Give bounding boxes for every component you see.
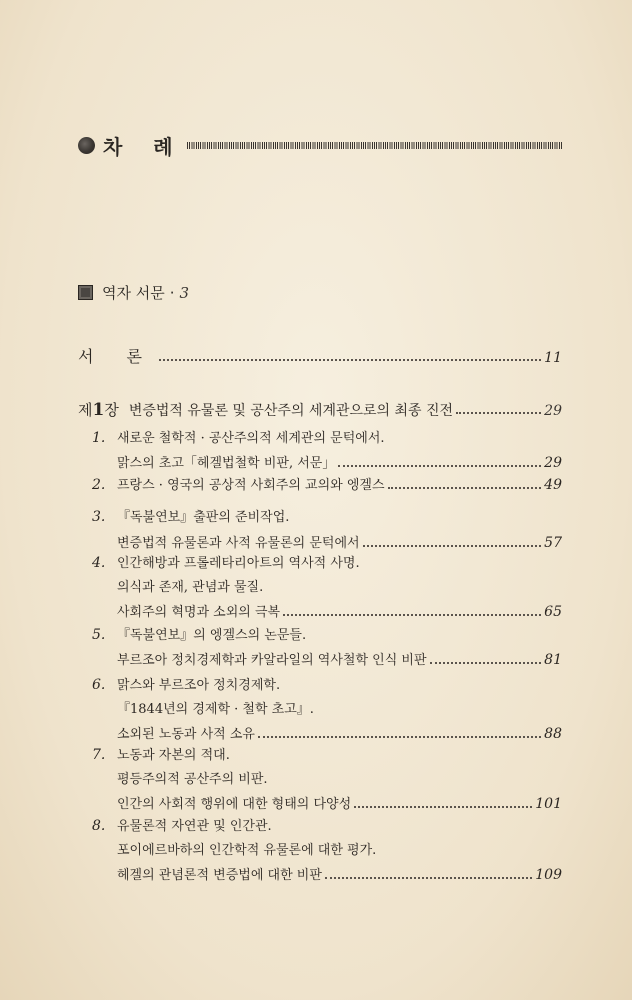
section-line: 인간의 사회적 행위에 대한 형태의 다양성 [117,797,352,812]
section-page: 65 [544,604,562,620]
leader-dots [456,412,541,414]
section-line: 노동과 자본의 적대. [117,748,230,763]
section-line: 『독불연보』의 엥겔스의 논문들. [117,628,307,643]
section-page: 81 [544,652,562,668]
section-entry [92,678,562,741]
section-index: 2. [92,477,106,493]
section-line: 부르조아 정치경제학과 카알라일의 역사철학 인식 비판 [117,653,427,668]
section-page: 57 [544,535,562,551]
preface-label: 역자 서문 [102,284,165,302]
leader-dots [325,877,532,879]
bullet-circle-icon [78,137,95,154]
leader-dots [388,487,542,489]
leader-dots [283,614,541,616]
leader-dots [354,806,532,808]
section-line: 평등주의적 공산주의 비판. [117,772,268,787]
section-page: 29 [544,455,562,471]
chapter-number: 1 [92,400,105,420]
page-title: 차 례 [103,134,185,159]
chapter-page: 29 [544,403,562,419]
section-entry [92,556,562,619]
section-line: 변증법적 유물론과 사적 유물론의 문턱에서 [117,536,360,551]
section-entry [92,478,562,492]
section-line: 『독불연보』출판의 준비작업. [117,510,290,525]
section-index: 3. [92,509,106,525]
section-index: 7. [92,747,106,763]
leader-dots [159,359,541,361]
chapter-prefix: 제 [78,401,93,419]
section-page: 88 [544,726,562,742]
leader-dots [338,465,541,467]
section-line: 프랑스 · 영국의 공상적 사회주의 교의와 엥겔스 [117,478,385,493]
section-entry [92,628,562,667]
section-index: 6. [92,677,106,693]
preface-entry [78,282,189,303]
section-line: 새로운 철학적 · 공산주의적 세계관의 문턱에서. [117,431,385,446]
section-entry [92,748,562,811]
title-rule [187,142,562,149]
chapter-suffix: 장 [104,401,119,419]
section-index: 5. [92,627,106,643]
section-page: 49 [544,477,562,493]
section-line: 소외된 노동과 사적 소유 [117,727,255,742]
section-entry [92,819,562,882]
toc-header [78,132,562,158]
chapter-entry [78,399,562,420]
leader-dots [363,545,542,547]
section-line: 의식과 존재, 관념과 물질. [117,580,264,595]
chapter-title: 변증법적 유물론 및 공산주의 세계관으로의 최종 진전 [128,403,454,419]
section-line: 포이에르바하의 인간학적 유물론에 대한 평가. [117,843,377,858]
section-line: 헤겔의 관념론적 변증법에 대한 비판 [117,868,322,883]
section-line: 사회주의 혁명과 소외의 극복 [117,605,281,620]
section-page: 101 [535,796,562,812]
intro-entry [78,349,562,365]
preface-page: 3 [179,283,190,302]
intro-page: 11 [544,350,562,366]
leader-dots [258,736,541,738]
section-page: 109 [535,867,562,883]
section-index: 8. [92,818,106,834]
bullet-square-icon [78,285,93,300]
leader-dots [430,662,542,664]
section-entry [92,510,562,550]
section-entry [92,431,562,470]
section-line: 맑스의 초고「헤겔법철학 비판, 서문」 [117,456,336,471]
section-line: 유물론적 자연관 및 인간관. [117,819,272,834]
section-index: 4. [92,555,106,571]
section-line: 맑스와 부르조아 정치경제학. [117,678,281,693]
section-line: 『1844년의 경제학 · 철학 초고』. [117,702,314,717]
intro-label: 서 론 [78,347,156,366]
section-index: 1. [92,430,106,446]
preface-separator: · [169,283,175,302]
section-line: 인간해방과 프롤레타리아트의 역사적 사명. [117,556,360,571]
